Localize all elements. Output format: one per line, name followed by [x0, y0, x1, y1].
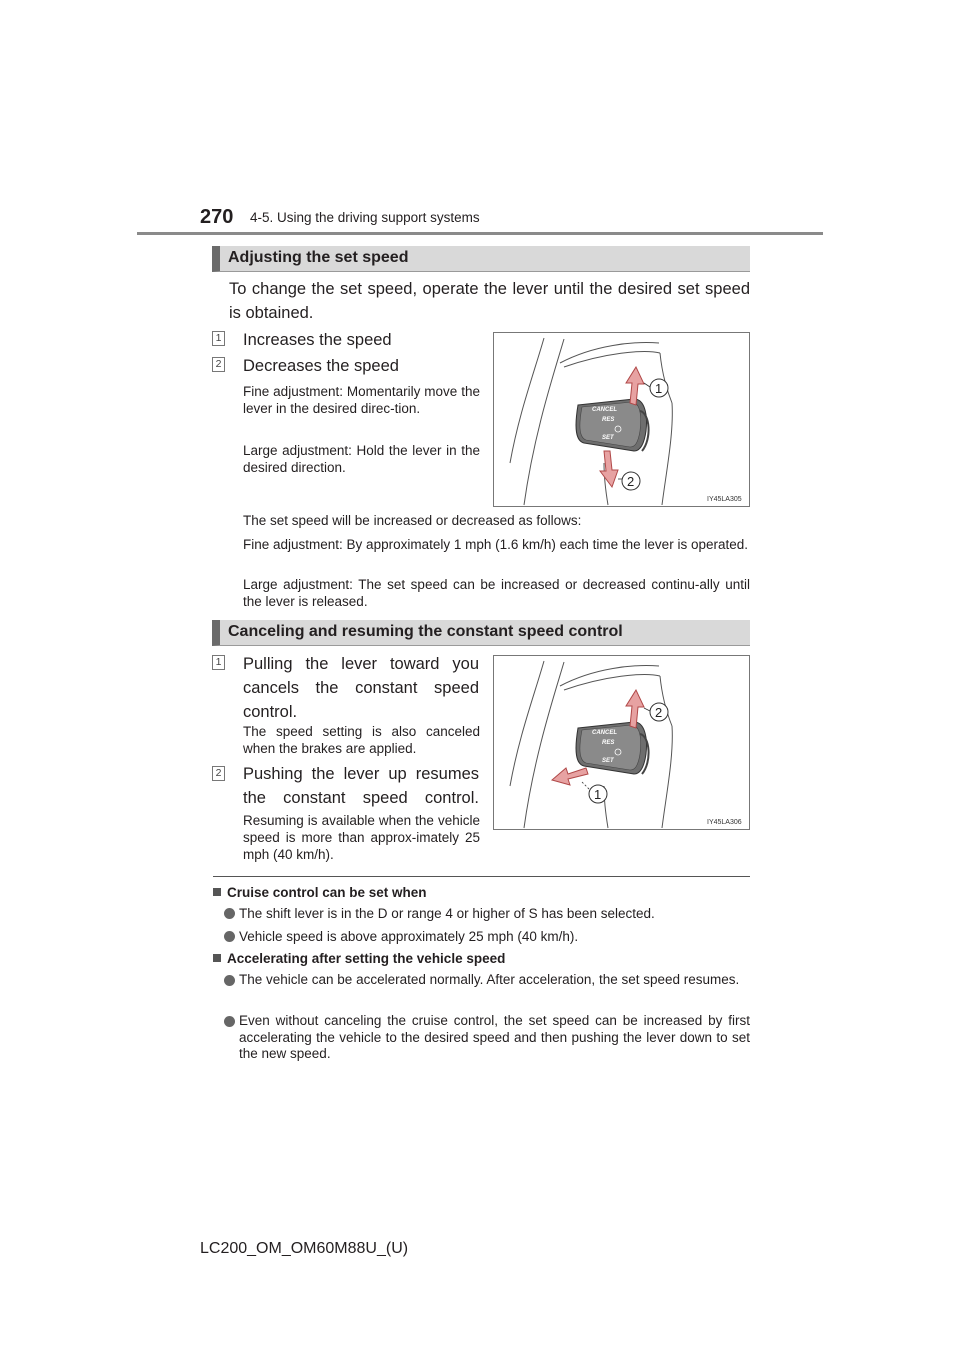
notes-divider — [213, 876, 750, 877]
note-bullet-text: The vehicle can be accelerated normally. After acceleration, the set speed resumes. — [239, 972, 740, 987]
section-title: Adjusting the set speed — [228, 249, 409, 266]
step-number-badge: 2 — [212, 357, 225, 372]
decrease-arrow-icon — [600, 451, 618, 487]
note-bullet-text: Even without canceling the cruise control, the set speed can be increased by first accelerating the vehicle to the desired speed and then pushing the lever down to set the new speed. — [239, 1013, 750, 1061]
round-bullet-icon — [224, 1016, 235, 1027]
document-footer-code: LC200_OM_OM60M88U_(U) — [200, 1240, 409, 1257]
section-title: Canceling and resuming the constant speed control — [228, 623, 623, 640]
step-number-badge: 1 — [212, 655, 225, 670]
section-heading-adjusting — [212, 246, 750, 272]
lever-res-label: RES — [602, 417, 615, 423]
callout-2-text: 2 — [627, 474, 635, 489]
lever-cancel-label: CANCEL — [592, 407, 617, 413]
fine-adjustment-note: Fine adjustment: Momentarily move the lever in the desired direc-tion. — [243, 384, 480, 416]
header-divider — [137, 232, 823, 235]
step-number-badge: 2 — [212, 766, 225, 781]
section-heading-canceling — [212, 620, 750, 646]
fine-adjustment-detail: Fine adjustment: By approximately 1 mph (1.6 km/h) each time the lever is operated. — [243, 537, 748, 552]
lever-diagram — [494, 656, 749, 829]
note-bullet — [224, 972, 750, 989]
page-number: 270 — [200, 206, 234, 228]
cancel-note: The speed setting is also canceled when the brakes are applied. — [243, 724, 480, 756]
step-decrease-label: Decreases the speed — [243, 357, 399, 375]
note-heading-accelerating — [213, 951, 505, 966]
lever-diagram — [494, 333, 749, 506]
note-bullet-text: Vehicle speed is above approximately 25 mph (40 km/h). — [239, 929, 579, 944]
large-adjustment-note: Large adjustment: Hold the lever in the desired direction. — [243, 443, 480, 475]
lever-set-label: SET — [602, 758, 614, 764]
note-bullet-text: The shift lever is in the D or range 4 or higher of S has been selected. — [239, 906, 655, 921]
round-bullet-icon — [224, 908, 235, 919]
lever-cancel-label: CANCEL — [592, 730, 617, 736]
square-bullet-icon — [213, 888, 221, 896]
note-heading-cruise-set — [213, 885, 427, 900]
figure-code: IY45LA305 — [707, 496, 742, 503]
note-heading-text: Accelerating after setting the vehicle speed — [227, 951, 506, 966]
section-reference: 4-5. Using the driving support systems — [250, 210, 480, 225]
callout-1-text: 1 — [655, 381, 663, 396]
round-bullet-icon — [224, 975, 235, 986]
large-adjustment-detail: Large adjustment: The set speed can be increased or decreased continu-ally until the lever is released. — [243, 577, 750, 609]
lever-illustration-adjust — [493, 332, 750, 507]
round-bullet-icon — [224, 931, 235, 942]
figure-code: IY45LA306 — [707, 819, 742, 826]
note-bullet — [224, 929, 750, 946]
lever-illustration-cancel — [493, 655, 750, 830]
resume-instruction: Pushing the lever up resumes the constant speed control. — [243, 765, 479, 807]
step-number-badge: 1 — [212, 331, 225, 346]
note-heading-text: Cruise control can be set when — [227, 885, 427, 900]
lever-res-label: RES — [602, 740, 615, 746]
resume-note: Resuming is available when the vehicle speed is more than approx-imately 25 mph (40 km/h). — [243, 813, 480, 862]
lever-set-label: SET — [602, 435, 614, 441]
callout-1-text: 1 — [594, 787, 602, 802]
adjusting-intro: To change the set speed, operate the lever until the desired set speed is obtained. — [229, 280, 750, 322]
square-bullet-icon — [213, 954, 221, 962]
cancel-instruction: Pulling the lever toward you cancels the constant speed control. — [243, 655, 479, 721]
adjust-result-summary: The set speed will be increased or decreased as follows: — [243, 513, 582, 528]
step-increase-label: Increases the speed — [243, 331, 392, 349]
note-bullet — [224, 906, 750, 923]
callout-2-text: 2 — [655, 705, 663, 720]
note-bullet — [224, 1013, 750, 1063]
